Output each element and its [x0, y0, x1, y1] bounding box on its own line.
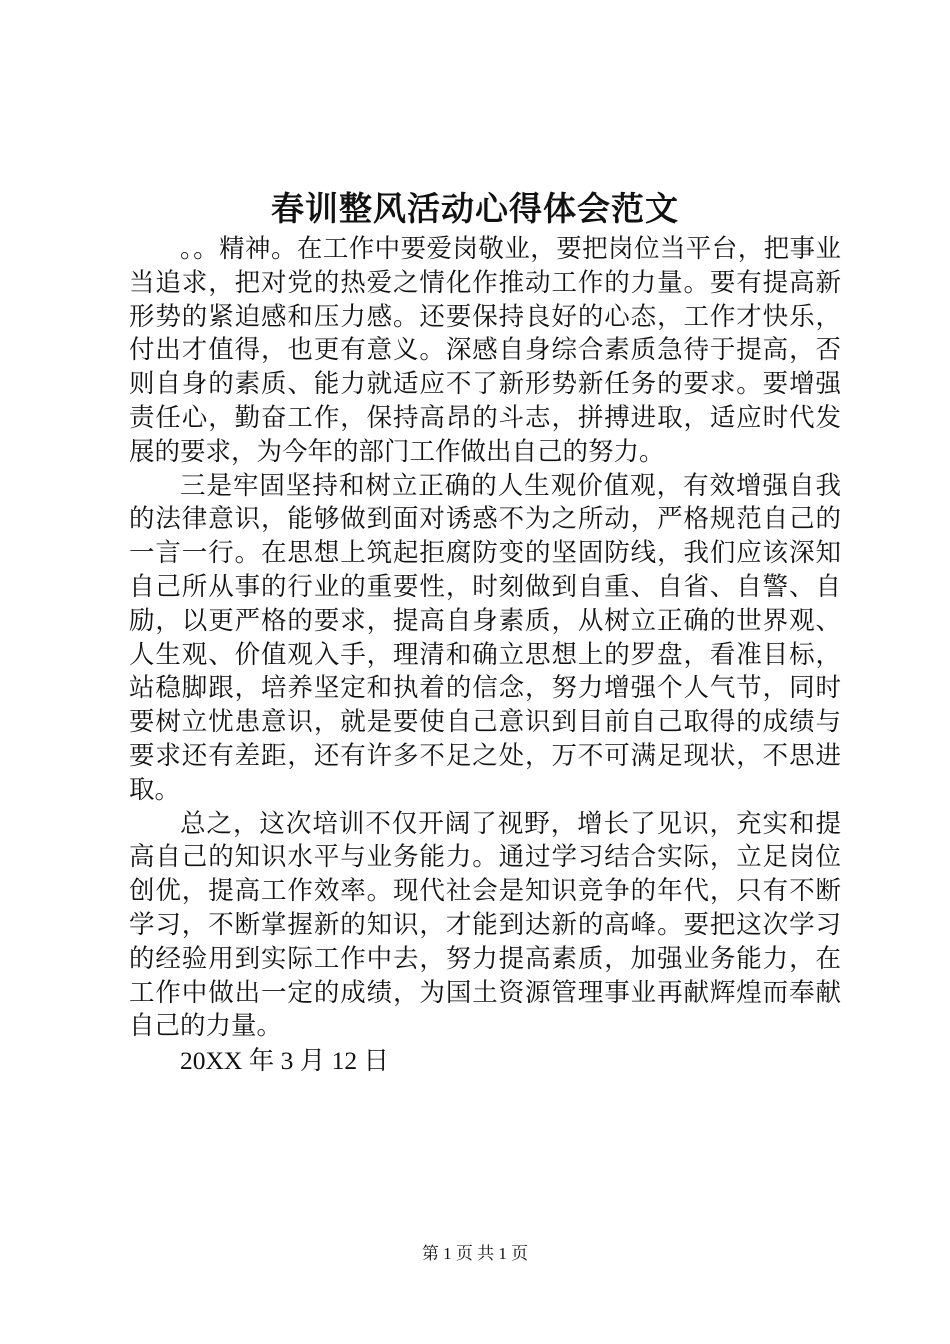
document-date: 20XX 年 3 月 12 日 — [180, 1046, 389, 1076]
page-footer: 第 1 页 共 1 页 — [421, 1244, 529, 1263]
document-body — [129, 233, 841, 1078]
document-title: 春训整风活动心得体会范文 — [271, 189, 679, 228]
paragraph-2: 三是牢固坚持和树立正确的人生观价值观，有效增强自我的法律意识，能够做到面对诱惑不为之所动，严格规范自己的一言一行。在思想上筑起拒腐防变的坚固防线，我们应该深知自己所从事的行业的重要性，时刻做到自重、自省、自警、自励，以更严格的要求，提高自身素质，从树立正确的世界观、人生观、价值观入手，理清和确立思想上的罗盘，看准目标，站稳脚跟，培养坚定和执着的信念，努力增强个人气节，同时要树立忧患意识，就是要使自己意识到目前自己取得的成绩与要求还有差距，还有许多不足之处，万不可满足现状，不思进取。 — [129, 470, 841, 805]
paragraph-3: 总之，这次培训不仅开阔了视野，增长了见识，充实和提高自己的知识水平与业务能力。通过学习结合实际，立足岗位创优，提高工作效率。现代社会是知识竞争的年代，只有不断学习，不断掌握新的知识，才能到达新的高峰。要把这次学习的经验用到实际工作中去，努力提高素质，加强业务能力，在工作中做出一定的成绩，为国土资源管理事业再献辉煌而奉献自己的力量。 — [129, 808, 841, 1042]
paragraph-1: 。。精神。在工作中要爱岗敬业，要把岗位当平台，把事业当追求，把对党的热爱之情化作推动工作的力量。要有提高新形势的紧迫感和压力感。还要保持良好的心态，工作才快乐，付出才值得，也更有意义。深感自身综合素质急待于提高，否则自身的素质、能力就适应不了新形势新任务的要求。要增强责任心，勤奋工作，保持高昂的斗志，拼搏进取，适应时代发展的要求，为今年的部门工作做出自己的努力。 — [129, 234, 841, 467]
